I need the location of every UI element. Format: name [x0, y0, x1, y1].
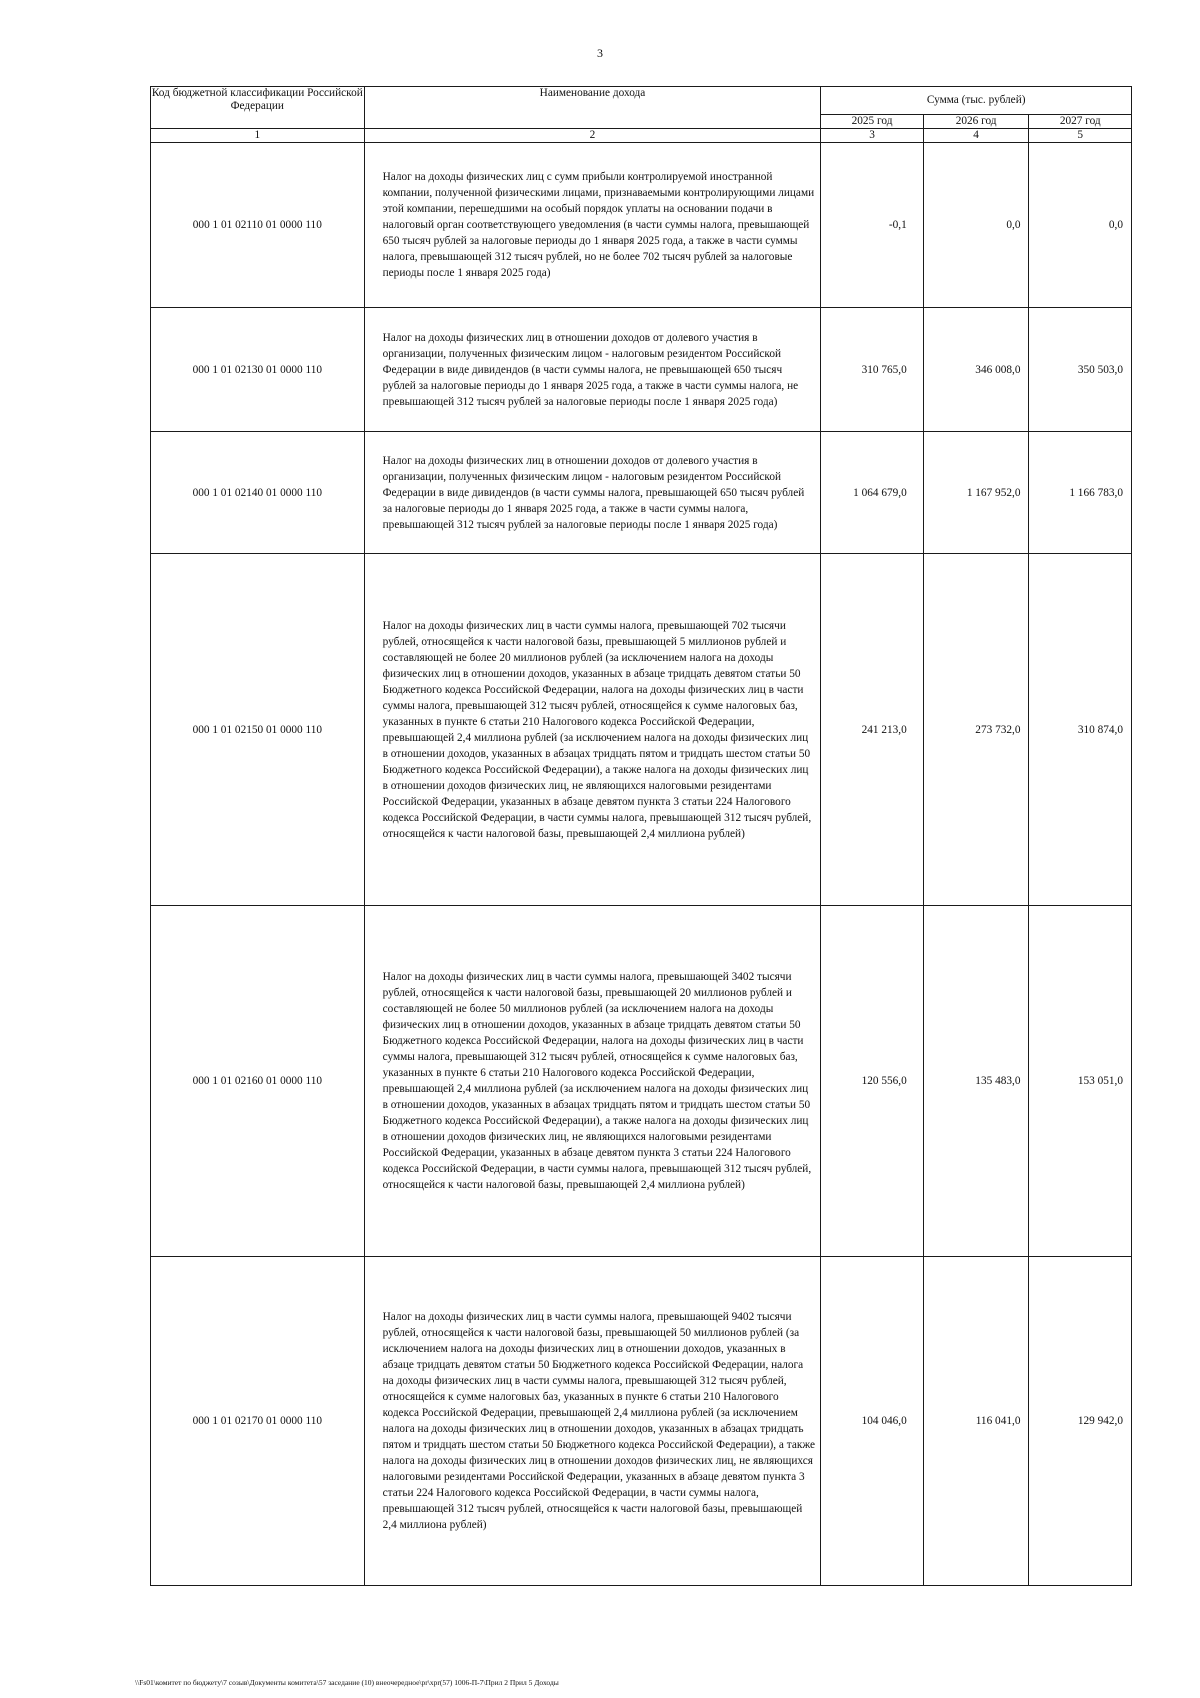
revenue-name: Налог на доходы физических лиц с сумм прибыли контролируемой иностранной компании, полученной физическими лицами, признаваемыми контролирующими лицами этой компании, перешедшими на особый порядок уплаты на основании подачи в налоговый орган соответствующего уведомления (в части суммы налога, превышающей 650 тысяч рублей за налоговые периоды до 1 января 2025 года, а также в части суммы налога, превышающей 312 тысяч рублей, но не более 702 тысяч рублей за налоговые периоды после 1 января 2025 года): [364, 143, 821, 308]
file-path-footer: \\Fs01\комитет по бюджету\7 созыв\Документы комитета\57 заседание (10) внеочередное\pr\xpr(57) 1006-П-7\Прил 2 Прил 5 Доходы: [135, 1678, 559, 1687]
budget-code: 000 1 01 02150 01 0000 110: [151, 554, 365, 906]
revenue-name: Налог на доходы физических лиц в отношении доходов от долевого участия в организации, полученных физическим лицом - налоговым резидентом Российской Федерации в виде дивидендов (в части суммы налога, превышающей 650 тысяч рублей за налоговые периоды до 1 января 2025 года, а также в части суммы налога, превышающей 312 тысяч рублей за налоговые периоды после 1 января 2025 года): [364, 432, 821, 554]
amount-2025: 310 765,0: [821, 308, 923, 432]
table-row: [151, 432, 1132, 554]
amount-2027: 129 942,0: [1029, 1257, 1132, 1586]
year-header-2026: 2026 год: [923, 115, 1029, 129]
year-header-2025: 2025 год: [821, 115, 923, 129]
budget-code: 000 1 01 02160 01 0000 110: [151, 906, 365, 1257]
table-row: [151, 1257, 1132, 1586]
amount-2025: 104 046,0: [821, 1257, 923, 1586]
revenue-name: Налог на доходы физических лиц в части суммы налога, превышающей 3402 тысячи рублей, относящейся к части налоговой базы, превышающей 20 миллионов рублей и составляющей не более 50 миллионов рублей (за исключением налога на доходы физических лиц в отношении доходов, указанных в абзаце тридцать девятом статьи 50 Бюджетного кодекса Российской Федерации, налога на доходы физических лиц в части суммы налога, превышающей 312 тысяч рублей, относящейся к сумме налоговых баз, указанных в пункте 6 статьи 210 Налогового кодекса Российской Федерации, превышающей 2,4 миллиона рублей (за исключением налога на доходы физических лиц в отношении доходов, указанных в абзацах тридцать пятом и тридцать шестом статьи 50 Бюджетного кодекса Российской Федерации), а также налога на доходы физических лиц в отношении доходов физических лиц, не являющихся налоговыми резидентами Российской Федерации, указанных в абзаце девятом пункта 3 статьи 224 Налогового кодекса Российской Федерации, в части суммы налога, превышающей 312 тысяч рублей, относящейся к части налоговой базы, превышающей 2,4 миллиона рублей): [364, 906, 821, 1257]
table-row: [151, 143, 1132, 308]
table-row: [151, 554, 1132, 906]
sum-column-header: Сумма (тыс. рублей): [821, 87, 1132, 115]
table-header: [151, 87, 1132, 143]
amount-2026: 0,0: [923, 143, 1029, 308]
amount-2027: 310 874,0: [1029, 554, 1132, 906]
amount-2026: 135 483,0: [923, 906, 1029, 1257]
budget-code: 000 1 01 02140 01 0000 110: [151, 432, 365, 554]
column-number: 1: [151, 129, 365, 143]
page-number: 3: [597, 46, 603, 60]
column-number: 3: [821, 129, 923, 143]
name-column-header: Наименование дохода: [364, 87, 821, 129]
amount-2025: 120 556,0: [821, 906, 923, 1257]
amount-2026: 346 008,0: [923, 308, 1029, 432]
year-header-2027: 2027 год: [1029, 115, 1132, 129]
amount-2027: 1 166 783,0: [1029, 432, 1132, 554]
amount-2027: 153 051,0: [1029, 906, 1132, 1257]
amount-2026: 1 167 952,0: [923, 432, 1029, 554]
table-row: [151, 906, 1132, 1257]
amount-2025: 241 213,0: [821, 554, 923, 906]
amount-2026: 273 732,0: [923, 554, 1029, 906]
revenue-name: Налог на доходы физических лиц в части суммы налога, превышающей 702 тысячи рублей, относящейся к части налоговой базы, превышающей 5 миллионов рублей и составляющей не более 20 миллионов рублей (за исключением налога на доходы физических лиц в отношении доходов, указанных в абзаце тридцать девятом статьи 50 Бюджетного кодекса Российской Федерации, налога на доходы физических лиц в части суммы налога, превышающей 312 тысяч рублей, относящейся к сумме налоговых баз, указанных в пункте 6 статьи 210 Налогового кодекса Российской Федерации, превышающей 2,4 миллиона рублей (за исключением налога на доходы физических лиц в отношении доходов, указанных в абзацах тридцать пятом и тридцать шестом статьи 50 Бюджетного кодекса Российской Федерации), а также налога на доходы физических лиц в отношении доходов физических лиц, не являющихся налоговыми резидентами Российской Федерации, указанных в абзаце девятом пункта 3 статьи 224 Налогового кодекса Российской Федерации, в части суммы налога, превышающей 312 тысяч рублей, относящейся к части налоговой базы, превышающей 2,4 миллиона рублей): [364, 554, 821, 906]
revenue-name: Налог на доходы физических лиц в отношении доходов от долевого участия в организации, полученных физическим лицом - налоговым резидентом Российской Федерации в виде дивидендов (в части суммы налога, не превышающей 650 тысяч рублей за налоговые периоды до 1 января 2025 года, а также в части суммы налога, не превышающей 312 тысяч рублей за налоговые периоды после 1 января 2025 года): [364, 308, 821, 432]
revenue-name: Налог на доходы физических лиц в части суммы налога, превышающей 9402 тысячи рублей, относящейся к части налоговой базы, превышающей 50 миллионов рублей (за исключением налога на доходы физических лиц в отношении доходов, указанных в абзаце тридцать девятом статьи 50 Бюджетного кодекса Российской Федерации, налога на доходы физических лиц в части суммы налога, превышающей 312 тысяч рублей, относящейся к сумме налоговых баз, указанных в пункте 6 статьи 210 Налогового кодекса Российской Федерации, превышающей 2,4 миллиона рублей (за исключением налога на доходы физических лиц в отношении доходов, указанных в абзацах тридцать пятом и тридцать шестом статьи 50 Бюджетного кодекса Российской Федерации), а также налога на доходы физических лиц в отношении доходов физических лиц, не являющихся налоговыми резидентами Российской Федерации, указанных в абзаце девятом пункта 3 статьи 224 Налогового кодекса Российской Федерации, в части суммы налога, превышающей 312 тысяч рублей, относящейся к части налоговой базы, превышающей 2,4 миллиона рублей): [364, 1257, 821, 1586]
revenue-table: [150, 86, 1132, 1586]
budget-code: 000 1 01 02130 01 0000 110: [151, 308, 365, 432]
column-number: 4: [923, 129, 1029, 143]
amount-2025: -0,1: [821, 143, 923, 308]
column-number: 2: [364, 129, 821, 143]
code-column-header: Код бюджетной классификации Российской Федерации: [151, 87, 365, 129]
amount-2026: 116 041,0: [923, 1257, 1029, 1586]
amount-2027: 0,0: [1029, 143, 1132, 308]
table-row: [151, 308, 1132, 432]
amount-2027: 350 503,0: [1029, 308, 1132, 432]
amount-2025: 1 064 679,0: [821, 432, 923, 554]
budget-code: 000 1 01 02170 01 0000 110: [151, 1257, 365, 1586]
budget-code: 000 1 01 02110 01 0000 110: [151, 143, 365, 308]
column-number: 5: [1029, 129, 1132, 143]
